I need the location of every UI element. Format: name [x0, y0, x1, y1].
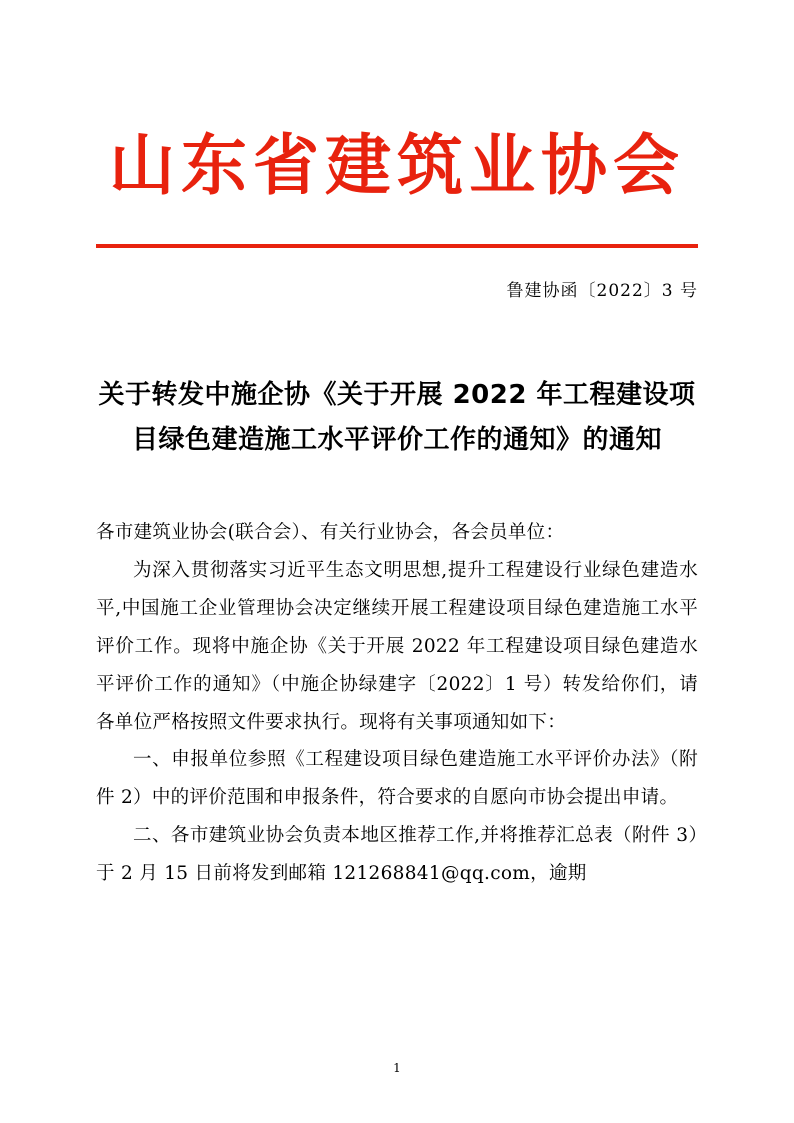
salutation: 各市建筑业协会(联合会）、有关行业协会，各会员单位：: [96, 521, 565, 543]
masthead: [96, 0, 698, 248]
organization-title: 山东省建筑业协会: [109, 127, 685, 204]
masthead-divider: [96, 244, 698, 248]
page-number: 1: [393, 1061, 401, 1075]
body-paragraph: 二、各市建筑业协会负责本地区推荐工作,并将推荐汇总表（附件 3）于 2 月 15 日前将发到邮箱 121268841@qq.com，逾期: [96, 825, 698, 885]
document-title: 关于转发中施企协《关于开展 2022 年工程建设项目绿色建造施工水平评价工作的通知》的通知: [98, 379, 696, 456]
document-body: [96, 514, 698, 893]
body-paragraph: 为深入贯彻落实习近平生态文明思想,提升工程建设行业绿色建造水平,中国施工企业管理协会决定继续开展工程建设项目绿色建造施工水平评价工作。现将中施企协《关于开展 2022 年工程建设项目绿色建造水平评价工作的通知》（中施企协绿建字〔2022〕1 号）转发给你们，请各单位严格按照文件要求执行。现将有关事项通知如下：: [96, 559, 698, 733]
document-number: 鲁建协函〔2022〕3 号: [506, 280, 698, 301]
body-paragraph: 一、申报单位参照《工程建设项目绿色建造施工水平评价办法》（附件 2）中的评价范围和申报条件，符合要求的自愿向市协会提出申请。: [96, 749, 698, 809]
